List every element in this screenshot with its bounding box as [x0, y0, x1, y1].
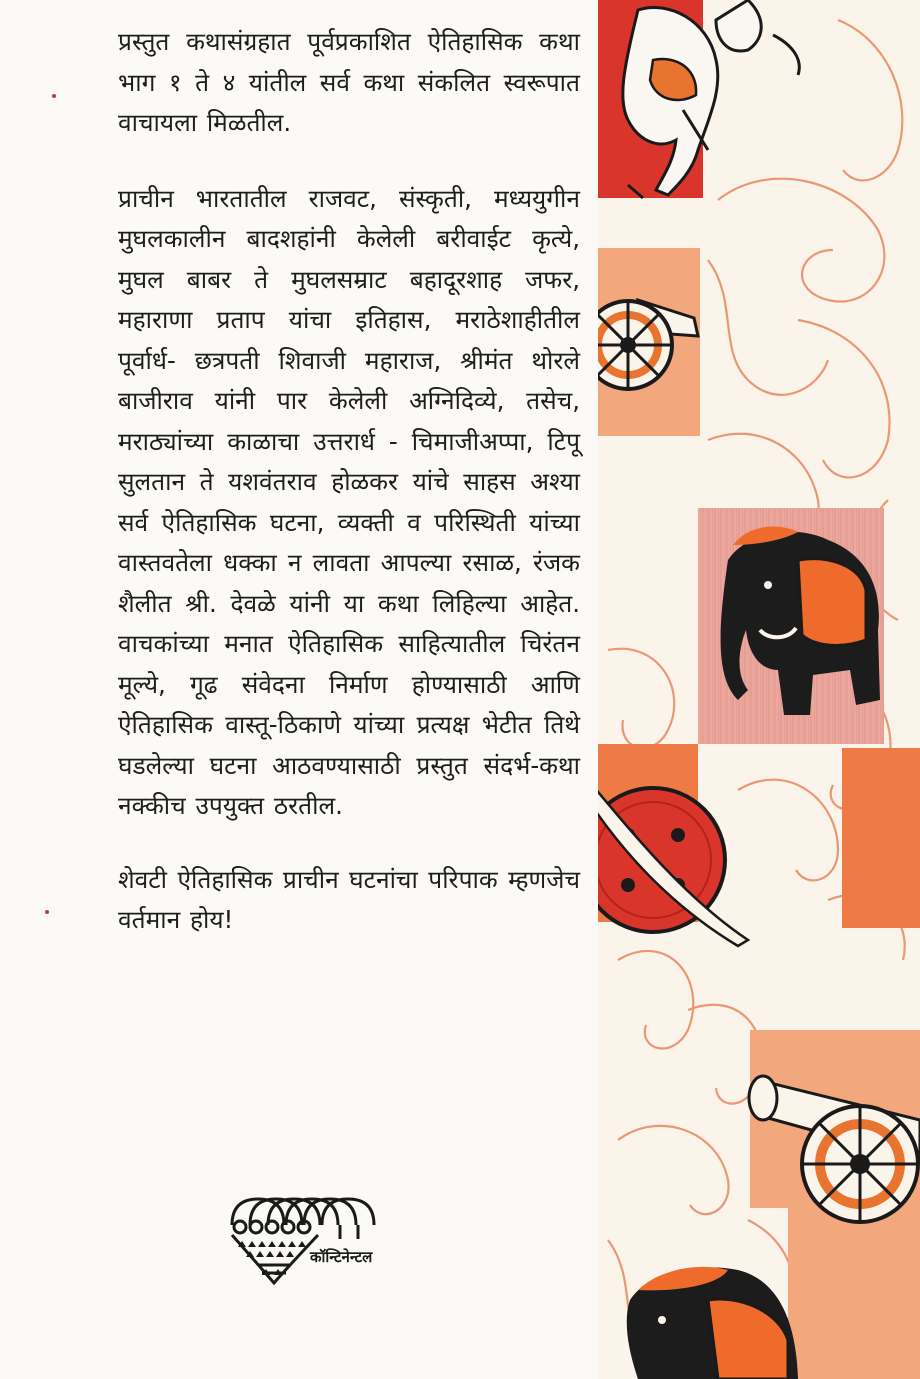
print-speck	[45, 910, 49, 914]
publisher-name: कॉन्टिनेन्टल	[310, 1248, 373, 1266]
blurb-paragraph-closing: शेवटी ऐतिहासिक प्राचीन घटनांचा परिपाक म्हणजेच वर्तमान होय!	[118, 864, 580, 934]
shield-sword-icon	[598, 780, 748, 946]
publisher-logo	[222, 1195, 402, 1287]
print-speck	[52, 94, 56, 98]
arches-lotus-publisher-logo	[222, 1195, 402, 1287]
blurb	[118, 22, 580, 972]
blurb-paragraph-main: प्राचीन भारतातील राजवट, संस्कृती, मध्ययुगीन मुघलकालीन बादशहांनी केलेली बरीवाईट कृत्ये, मुघल बाबर ते मुघलसम्राट बहादूरशाह जफर, महाराणा प्रताप यांचा इतिहास, मराठेशाहीतील पूर्वार्ध- छत्रपती शिवाजी महाराज, श्रीमंत थोरले बाजीराव यांनी पार केलेली अग्निदिव्ये, तसेच, मराठ्यांच्या काळाचा उत्तरार्ध - चिमाजीअप्पा, टिपू सुलतान ते यशवंतराव होळकर यांचे साहस अश्या सर्व ऐतिहासिक घटना, व्यक्ती व परिस्थिती यांच्या वास्तवतेला धक्का न लावता आपल्या रसाळ, रंजक शैलीत श्री. देवळे यांनी या कथा लिहिल्या आहेत. वाचकांच्या मनात ऐतिहासिक साहित्यातील चिरंतन मूल्ये, गूढ संवेदना निर्माण होण्यासाठी आणि ऐतिहासिक वास्तू-ठिकाणे यांच्या प्रत्यक्ष भेटीत तिथे घडलेल्या घटना आठवण्यासाठी प्रस्तुत संदर्भ-कथा नक्कीच उपयुक्त ठरतील.	[118, 183, 580, 820]
ornamental-pattern	[598, 0, 920, 1379]
blurb-paragraph-intro: प्रस्तुत कथासंग्रहात पूर्वप्रकाशित ऐतिहासिक कथा भाग १ ते ४ यांतील सर्व कथा संकलित स्वरूपात वाचायला मिळतील.	[118, 27, 580, 137]
decorative-strip	[598, 0, 920, 1379]
elephant-icon	[627, 1267, 798, 1379]
